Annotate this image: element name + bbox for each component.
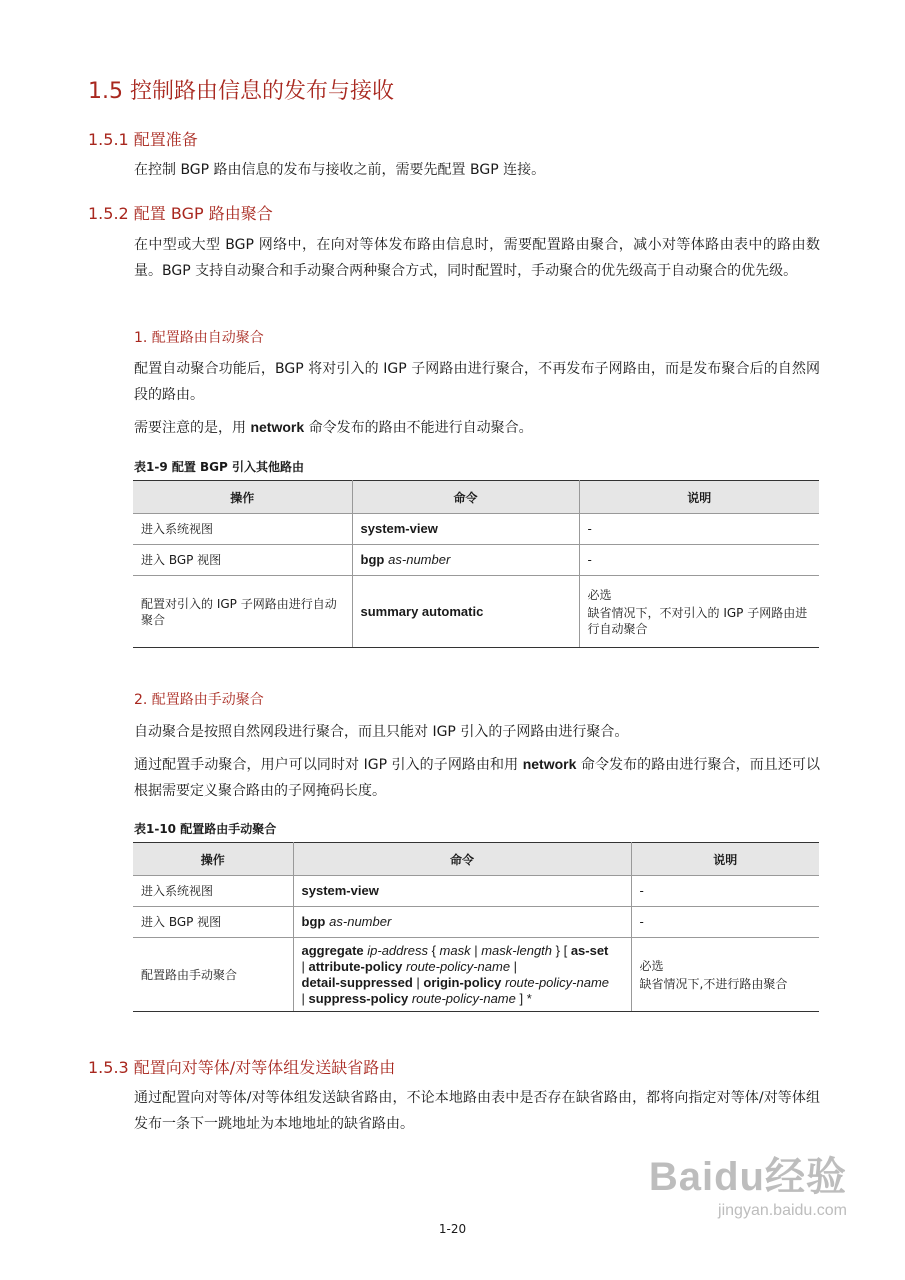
heading-1-5-2: 1.5.2 配置 BGP 路由聚合	[88, 204, 273, 223]
aggregate-command: aggregate ip-address { mask | mask-length } [ as-set | attribute-policy route-policy-name | detail-suppressed | origin-policy route-policy-name | suppress-policy route-policy-name ] *	[301, 942, 610, 1006]
table-row	[133, 907, 819, 938]
cell-operation: 进入 BGP 视图	[133, 907, 293, 938]
table-header-row	[133, 843, 819, 876]
heading-1-5-1: 1.5.1 配置准备	[88, 130, 198, 149]
cell-description: -	[579, 514, 819, 545]
network-command: network	[250, 419, 305, 435]
table-row	[133, 576, 819, 648]
table-1-9	[133, 480, 819, 648]
header-description: 说明	[631, 843, 819, 876]
cell-description: -	[631, 907, 819, 938]
network-command: network	[522, 756, 577, 772]
header-command: 命令	[293, 843, 631, 876]
cell-command: bgp as-number	[293, 907, 631, 938]
cell-operation: 配置路由手动聚合	[133, 938, 293, 1012]
para-auto-note: 需要注意的是，用 network 命令发布的路由不能进行自动聚合。	[134, 419, 533, 436]
header-operation: 操作	[133, 843, 293, 876]
watermark-url: jingyan.baidu.com	[718, 1202, 847, 1219]
cell-command: summary automatic	[352, 576, 579, 648]
cell-command	[293, 938, 631, 1012]
table-header-row	[133, 481, 819, 514]
para-aggregation-intro: 在中型或大型 BGP 网络中，在向对等体发布路由信息时，需要配置路由聚合，减小对等体路由表中的路由数量。BGP 支持自动聚合和手动聚合两种聚合方式，同时配置时，手动聚合的优先级高于自动聚合的优先级。	[134, 237, 820, 279]
cell-command: system-view	[293, 876, 631, 907]
table-1-10-caption: 表1-10 配置路由手动聚合	[134, 822, 277, 836]
para-prepare: 在控制 BGP 路由信息的发布与接收之前，需要先配置 BGP 连接。	[134, 162, 546, 178]
heading-manual-aggregation: 2. 配置路由手动聚合	[134, 692, 264, 708]
cell-description: 必选 缺省情况下，不对引入的 IGP 子网路由进行自动聚合	[579, 576, 819, 648]
para-default-route: 通过配置向对等体/对等体组发送缺省路由，不论本地路由表中是否存在缺省路由，都将向指定对等体/对等体组发布一条下一跳地址为本地地址的缺省路由。	[134, 1090, 820, 1132]
para-manual-2: 通过配置手动聚合，用户可以同时对 IGP 引入的子网路由和用 network 命令发布的路由进行聚合，而且还可以根据需要定义聚合路由的子网掩码长度。	[134, 756, 820, 799]
table-row	[133, 938, 819, 1012]
cell-operation: 进入 BGP 视图	[133, 545, 352, 576]
header-description: 说明	[579, 481, 819, 514]
cell-operation: 进入系统视图	[133, 514, 352, 545]
cell-operation: 进入系统视图	[133, 876, 293, 907]
table-1-10	[133, 842, 819, 1012]
header-command: 命令	[352, 481, 579, 514]
table-row	[133, 514, 819, 545]
cell-operation: 配置对引入的 IGP 子网路由进行自动聚合	[133, 576, 352, 648]
watermark-logo: Baidu经验	[648, 1155, 847, 1199]
para-auto-aggregation: 配置自动聚合功能后，BGP 将对引入的 IGP 子网路由进行聚合，不再发布子网路由，而是发布聚合后的自然网段的路由。	[134, 361, 820, 403]
heading-1-5-3: 1.5.3 配置向对等体/对等体组发送缺省路由	[88, 1058, 396, 1077]
heading-auto-aggregation: 1. 配置路由自动聚合	[134, 330, 264, 346]
table-1-9-caption: 表1-9 配置 BGP 引入其他路由	[134, 460, 305, 474]
cell-description: 必选 缺省情况下,不进行路由聚合	[631, 938, 819, 1012]
header-operation: 操作	[133, 481, 352, 514]
cell-command: system-view	[352, 514, 579, 545]
table-row	[133, 876, 819, 907]
baidu-watermark	[649, 1145, 847, 1220]
table-row	[133, 545, 819, 576]
cell-description: -	[631, 876, 819, 907]
cell-description: -	[579, 545, 819, 576]
para-manual-1: 自动聚合是按照自然网段进行聚合，而且只能对 IGP 引入的子网路由进行聚合。	[134, 724, 629, 740]
page-number: 1-20	[438, 1222, 467, 1236]
section-title: 1.5 控制路由信息的发布与接收	[88, 79, 394, 104]
cell-command: bgp as-number	[352, 545, 579, 576]
